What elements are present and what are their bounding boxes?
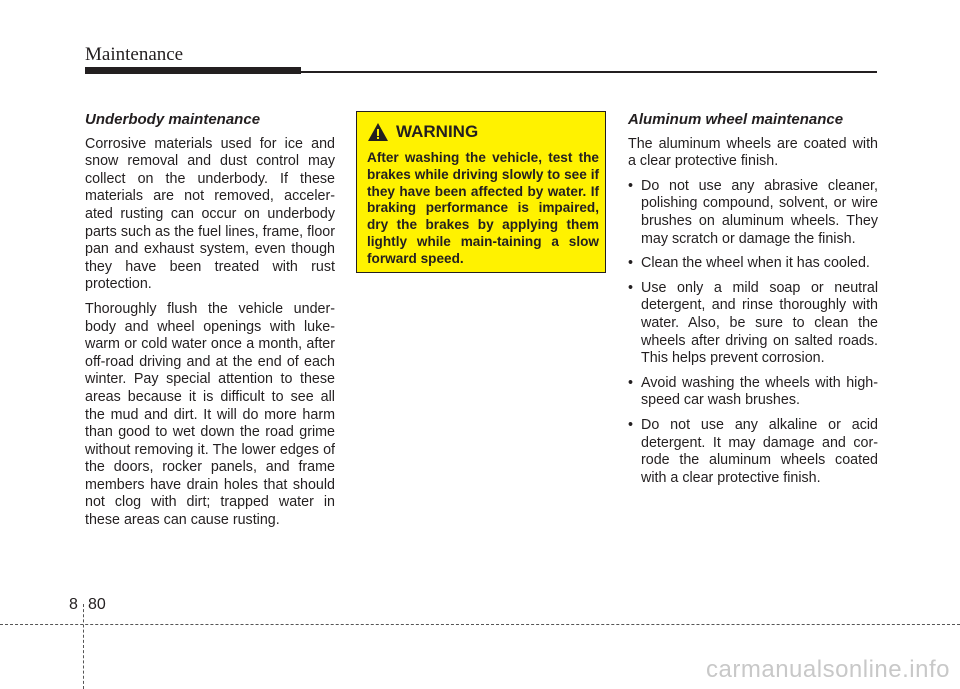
underbody-heading: Underbody maintenance [85,111,261,128]
aluminum-wheel-heading: Aluminum wheel maintenance [628,111,844,128]
header-rule [301,71,877,73]
bullet-icon: • [628,374,634,391]
header-thick-bar [85,67,301,74]
list-item-text: Clean the wheel when it has cooled. [641,255,870,272]
list-item [628,255,878,273]
footer-page-number: 80 [88,596,106,613]
bullet-icon: • [628,255,634,272]
bullet-icon: • [628,177,634,194]
bullet-icon: • [628,416,634,433]
bullet-icon: • [628,279,634,296]
warning-triangle-icon [367,122,389,142]
list-item [628,417,878,487]
aluminum-wheel-intro: The aluminum wheels are coated with a clear protective finish. [628,135,878,170]
list-item-text: Do not use any alkaline or acid detergent. It may damage and cor-rode the aluminum wheels coated with a clear protective finish. [641,416,878,486]
list-item [628,178,878,248]
aluminum-wheel-section [628,111,878,494]
underbody-paragraph-1: Corrosive materials used for ice and snow removal and dust control may collect on the underbody. If these materials are not removed, acceler-ated rusting can occur on underbody parts such as the fuel lines, frame, floor pan and exhaust system, even though they have been treated with rust protection. [85,135,335,293]
footer-section-number: 8 [69,596,78,613]
underbody-paragraph-2: Thoroughly flush the vehicle under-body and wheel openings with luke-warm or cold water once a month, after off-road driving and at the end of each winter. Pay special attention to these areas because it is difficult to see all the mud and dirt. It will do more harm than good to wet down the road grime without removing it. The lower edges of the doors, rocker panels, and frame members have drain holes that should not clog with dirt; trapped water in these areas can cause rusting. [85,300,335,529]
warning-box [356,111,606,273]
list-item-text: Do not use any abrasive cleaner, polishing compound, solvent, or wire brushes on aluminum wheels. They may scratch or damage the finish. [641,177,878,247]
list-item-text: Use only a mild soap or neutral detergent, and rinse thoroughly with water. Also, be sure to clean the wheels after driving on salted roads. This helps prevent corrosion. [641,279,878,367]
footer-dashed-rule [0,624,960,625]
footer-vertical-divider [83,604,84,689]
warning-title-text: WARNING [396,122,479,141]
list-item [628,375,878,410]
watermark: carmanualsonline.info [706,656,950,683]
list-item [628,280,878,368]
list-item-text: Avoid washing the wheels with high-speed car wash brushes. [641,374,878,409]
warning-title [367,122,478,142]
underbody-section [85,111,335,537]
aluminum-wheel-list [628,178,878,488]
warning-text: After washing the vehicle, test the brakes while driving slowly to see if they have been affected by water. If braking performance is impaired, dry the brakes by applying them lightly while main-taining a slow forward speed. [367,150,599,266]
page-header-title: Maintenance [85,44,184,65]
